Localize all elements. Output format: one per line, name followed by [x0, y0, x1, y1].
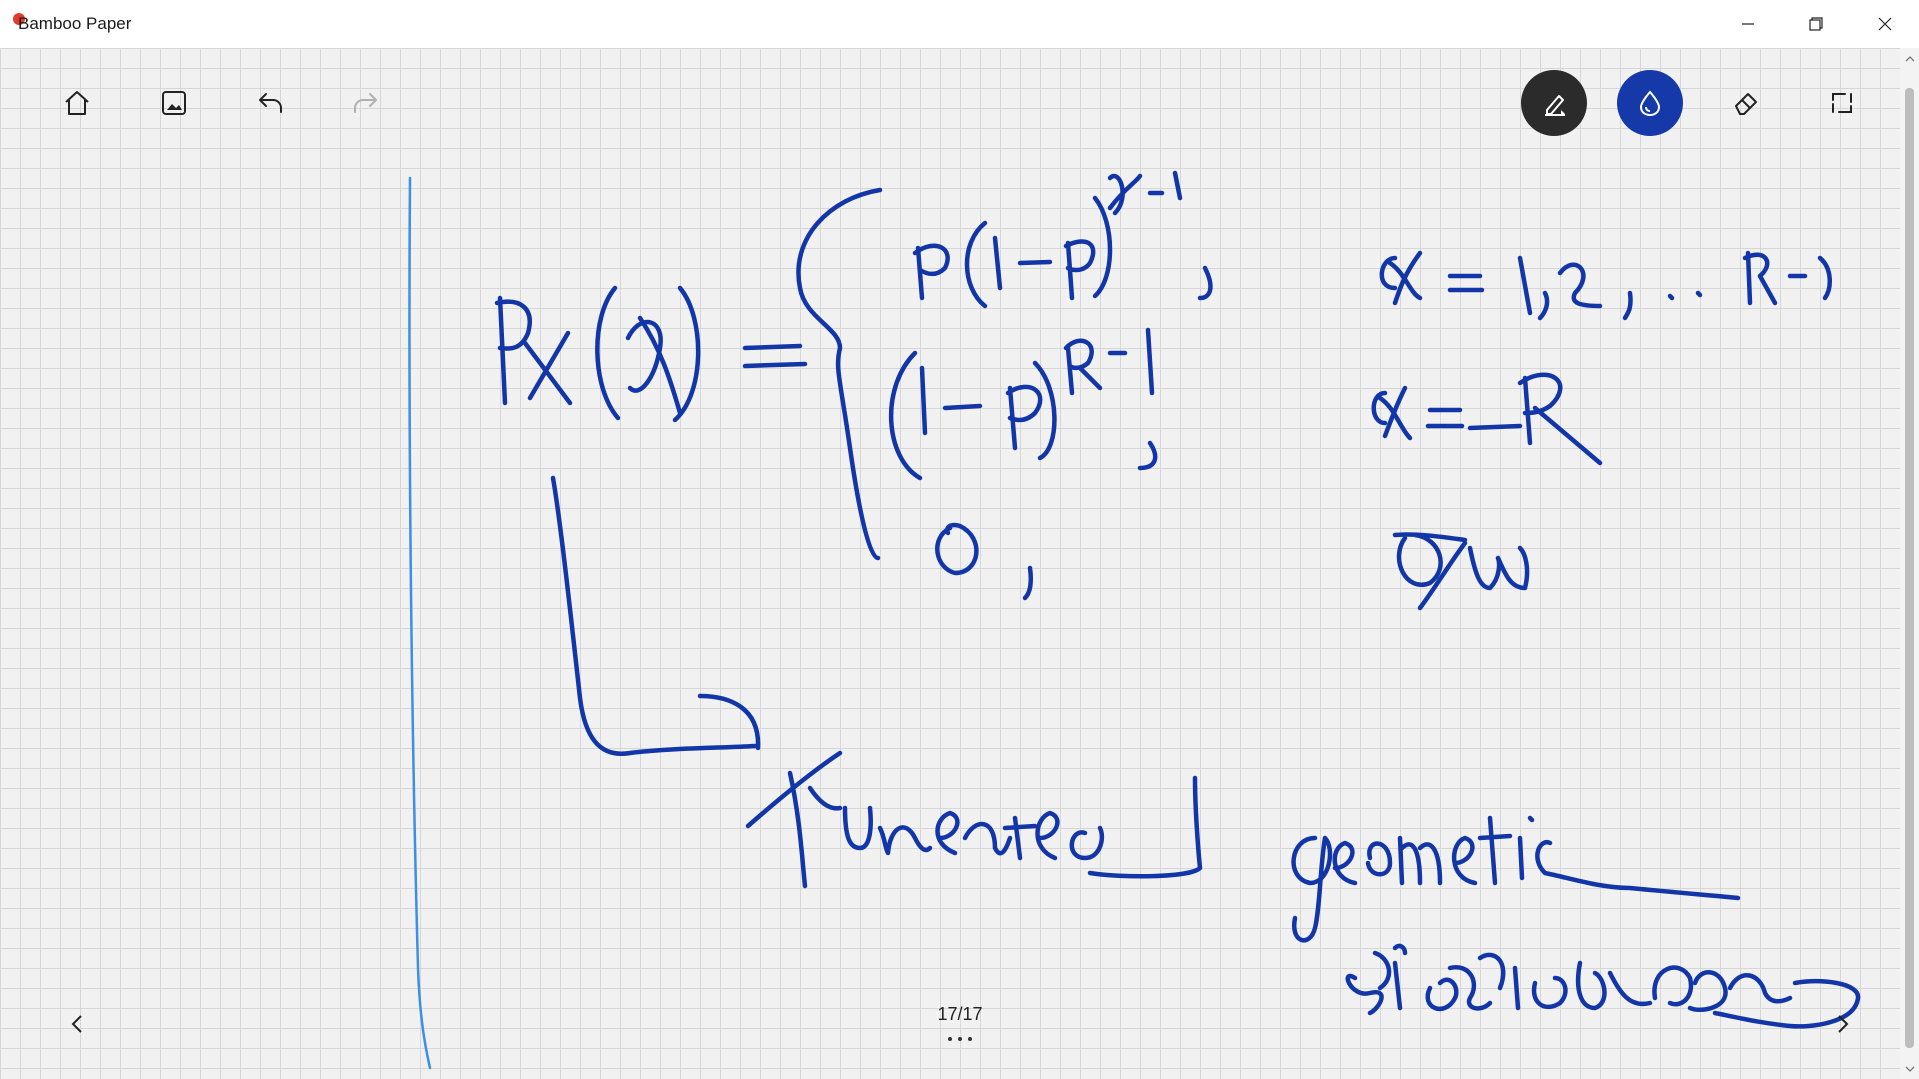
home-icon — [62, 88, 92, 118]
pen-tool-icon — [1539, 88, 1569, 118]
ink-stroke — [1066, 330, 1152, 393]
ink-stroke — [1428, 410, 1462, 426]
page-counter: 17/17 — [937, 1004, 983, 1024]
ink-stroke — [891, 353, 920, 478]
ink-stroke — [628, 318, 680, 413]
ink-stroke — [1025, 568, 1031, 598]
chevron-right-icon — [1831, 1013, 1853, 1035]
more-options-button[interactable] — [930, 1030, 990, 1048]
ink-stroke — [798, 190, 880, 558]
scroll-up-button[interactable] — [1901, 50, 1918, 67]
ink-stroke — [1200, 268, 1210, 298]
ink-stroke — [967, 223, 985, 306]
redo-button[interactable] — [338, 75, 394, 131]
ink-stroke — [915, 246, 948, 298]
redo-icon — [351, 88, 381, 118]
ink-stroke — [1450, 276, 1482, 290]
ink-stroke — [1654, 968, 1790, 1010]
app-title: Bamboo Paper — [18, 14, 132, 33]
minimize-icon — [1740, 16, 1756, 32]
restore-icon — [1808, 16, 1824, 32]
ink-stroke — [1140, 443, 1155, 468]
handwriting-layer — [0, 48, 1900, 1079]
ink-stroke — [748, 753, 930, 886]
ink-stroke — [1110, 173, 1180, 213]
ink-stroke — [1382, 253, 1420, 303]
margin-line — [409, 178, 430, 1068]
ink-stroke — [1072, 778, 1200, 876]
ink-stroke — [745, 346, 805, 366]
ink-stroke — [553, 478, 758, 754]
scroll-thumb[interactable] — [1905, 88, 1914, 1048]
ink-stroke — [1095, 198, 1110, 296]
more-icon — [958, 1037, 962, 1041]
ink-stroke — [1470, 375, 1600, 463]
ink-stroke — [1454, 818, 1738, 898]
eraser-icon — [1731, 88, 1761, 118]
ink-stroke — [1395, 535, 1527, 608]
ink-color-button[interactable] — [1617, 70, 1683, 136]
undo-icon — [255, 88, 285, 118]
pen-tool-button[interactable] — [1521, 70, 1587, 136]
ink-stroke — [597, 288, 618, 418]
ink-stroke — [497, 298, 570, 403]
crop-button[interactable] — [1814, 75, 1870, 131]
more-icon — [968, 1037, 972, 1041]
ink-stroke — [1520, 258, 1631, 318]
scroll-down-button[interactable] — [1901, 1060, 1918, 1077]
close-button[interactable] — [1851, 0, 1919, 48]
ink-color-icon — [1635, 88, 1665, 118]
crop-icon — [1827, 88, 1857, 118]
ink-stroke — [938, 813, 1058, 858]
ink-stroke — [995, 238, 1093, 298]
insert-image-button[interactable] — [146, 75, 202, 131]
more-icon — [948, 1037, 952, 1041]
next-page-button[interactable] — [1822, 1004, 1862, 1044]
previous-page-button[interactable] — [58, 1004, 98, 1044]
eraser-button[interactable] — [1718, 75, 1774, 131]
insert-image-icon — [159, 88, 189, 118]
vertical-scrollbar[interactable] — [1900, 48, 1919, 1079]
ink-stroke — [937, 525, 976, 573]
undo-button[interactable] — [242, 75, 298, 131]
ink-stroke — [922, 368, 1040, 448]
ink-stroke — [1374, 388, 1410, 438]
chevron-up-icon — [1905, 54, 1915, 64]
ink-stroke — [1335, 838, 1440, 883]
close-icon — [1877, 16, 1893, 32]
ink-stroke — [1515, 963, 1650, 1008]
ink-stroke — [1294, 838, 1330, 940]
home-button[interactable] — [49, 75, 105, 131]
drawing-canvas[interactable] — [0, 48, 1900, 1079]
chevron-down-icon — [1905, 1064, 1915, 1074]
minimize-button[interactable] — [1714, 0, 1782, 48]
ink-stroke — [1428, 955, 1504, 1009]
chevron-left-icon — [67, 1013, 89, 1035]
restore-button[interactable] — [1782, 0, 1850, 48]
ink-stroke — [1670, 253, 1830, 303]
title-bar — [0, 0, 1919, 48]
ink-stroke — [1348, 946, 1405, 1013]
